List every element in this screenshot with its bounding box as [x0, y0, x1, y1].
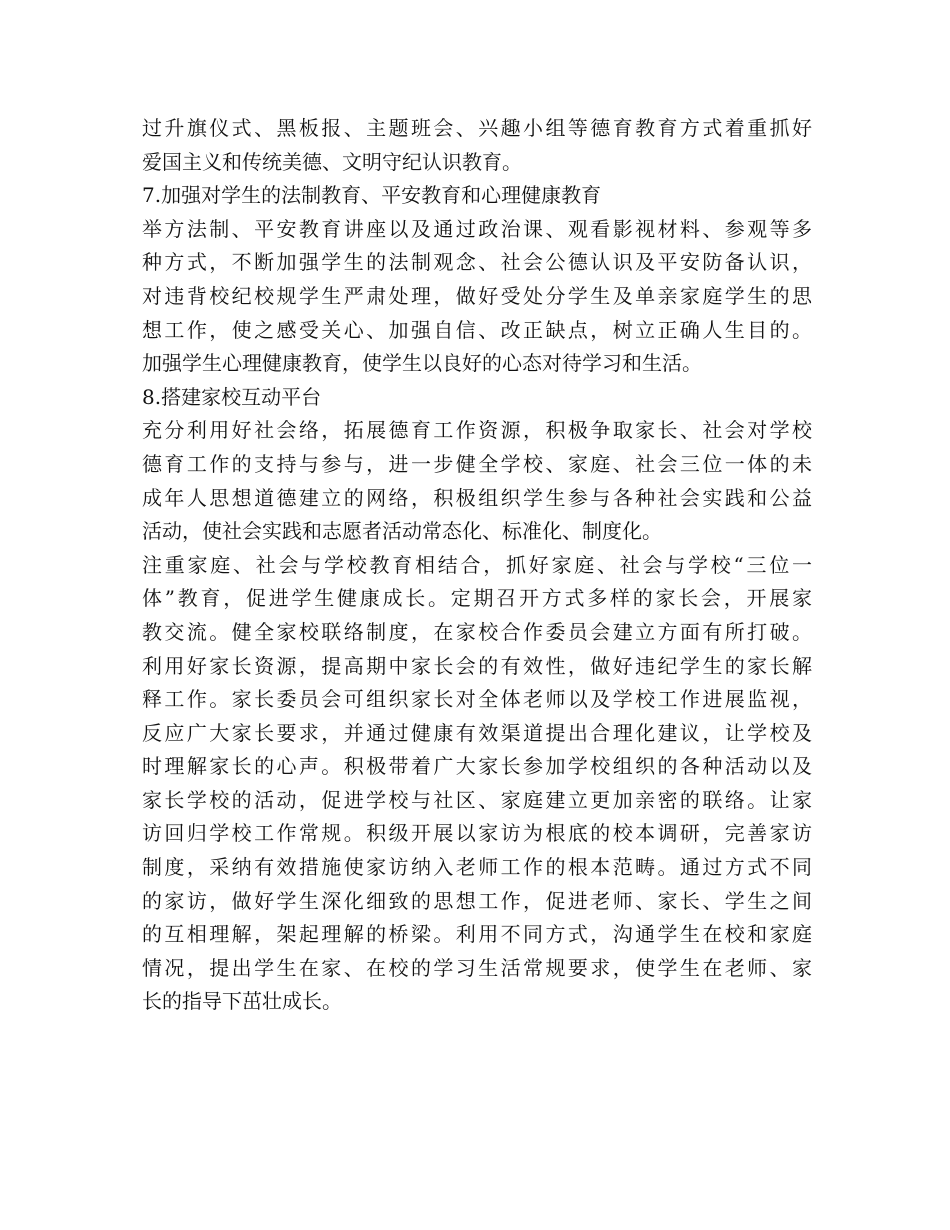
text-line: 情况，提出学生在家、在校的学习生活常规要求，使学生在老师、家 [142, 955, 812, 980]
section-heading: 8.搭建家校互动平台 [142, 384, 322, 409]
section-heading: 7.加强对学生的法制教育、平安教育和心理健康教育 [142, 183, 602, 208]
text-line: 利用好家长资源，提高期中家长会的有效性，做好违纪学生的家长解 [142, 653, 812, 678]
text-line: 访回归学校工作常规。积级开展以家访为根底的校本调研，完善家访 [142, 821, 812, 846]
text-line: 反应广大家长要求，并通过健康有效渠道提出合理化建议，让学校及 [142, 720, 812, 745]
text-line: 加强学生心理健康教育，使学生以良好的心态对待学习和生活。 [142, 351, 702, 376]
text-line: 注重家庭、社会与学校教育相结合，抓好家庭、社会与学校“三位一 [142, 552, 812, 577]
text-line: 想工作，使之感受关心、加强自信、改正缺点，树立正确人生目的。 [142, 317, 812, 342]
text-line: 长的指导下茁壮成长。 [142, 989, 342, 1014]
text-line: 充分利用好社会络，拓展德育工作资源，积极争取家长、社会对学校 [142, 418, 812, 443]
text-line: 种方式，不断加强学生的法制观念、社会公德认识及平安防备认识， [142, 250, 812, 275]
text-line: 的互相理解，架起理解的桥梁。利用不同方式，沟通学生在校和家庭 [142, 922, 812, 947]
text-line: 制度，采纳有效措施使家访纳入老师工作的根本范畴。通过方式不同 [142, 855, 812, 880]
text-line: 体”教育，促进学生健康成长。定期召开方式多样的家长会，开展家 [142, 586, 812, 611]
text-line: 德育工作的支持与参与，进一步健全学校、家庭、社会三位一体的未 [142, 451, 812, 476]
text-line: 时理解家长的心声。积极带着广大家长参加学校组织的各种活动以及 [142, 754, 812, 779]
text-line: 释工作。家长委员会可组织家长对全体老师以及学校工作进展监视， [142, 687, 812, 712]
text-line: 活动，使社会实践和志愿者活动常态化、标准化、制度化。 [142, 519, 662, 544]
text-line: 举方法制、平安教育讲座以及通过政治课、观看影视材料、参观等多 [142, 216, 812, 241]
text-line: 教交流。健全家校联络制度，在家校合作委员会建立方面有所打破。 [142, 619, 812, 644]
text-line: 家长学校的活动，促进学校与社区、家庭建立更加亲密的联络。让家 [142, 787, 812, 812]
document-page [142, 112, 812, 1019]
text-line: 的家访，做好学生深化细致的思想工作，促进老师、家长、学生之间 [142, 888, 812, 913]
text-line: 过升旗仪式、黑板报、主题班会、兴趣小组等德育教育方式着重抓好 [142, 116, 812, 140]
text-line: 对违背校纪校规学生严肃处理，做好受处分学生及单亲家庭学生的思 [142, 283, 812, 308]
text-line: 成年人思想道德建立的网络，积极组织学生参与各种社会实践和公益 [142, 485, 812, 510]
text-line: 爱国主义和传统美德、文明守纪认识教育。 [142, 149, 522, 174]
